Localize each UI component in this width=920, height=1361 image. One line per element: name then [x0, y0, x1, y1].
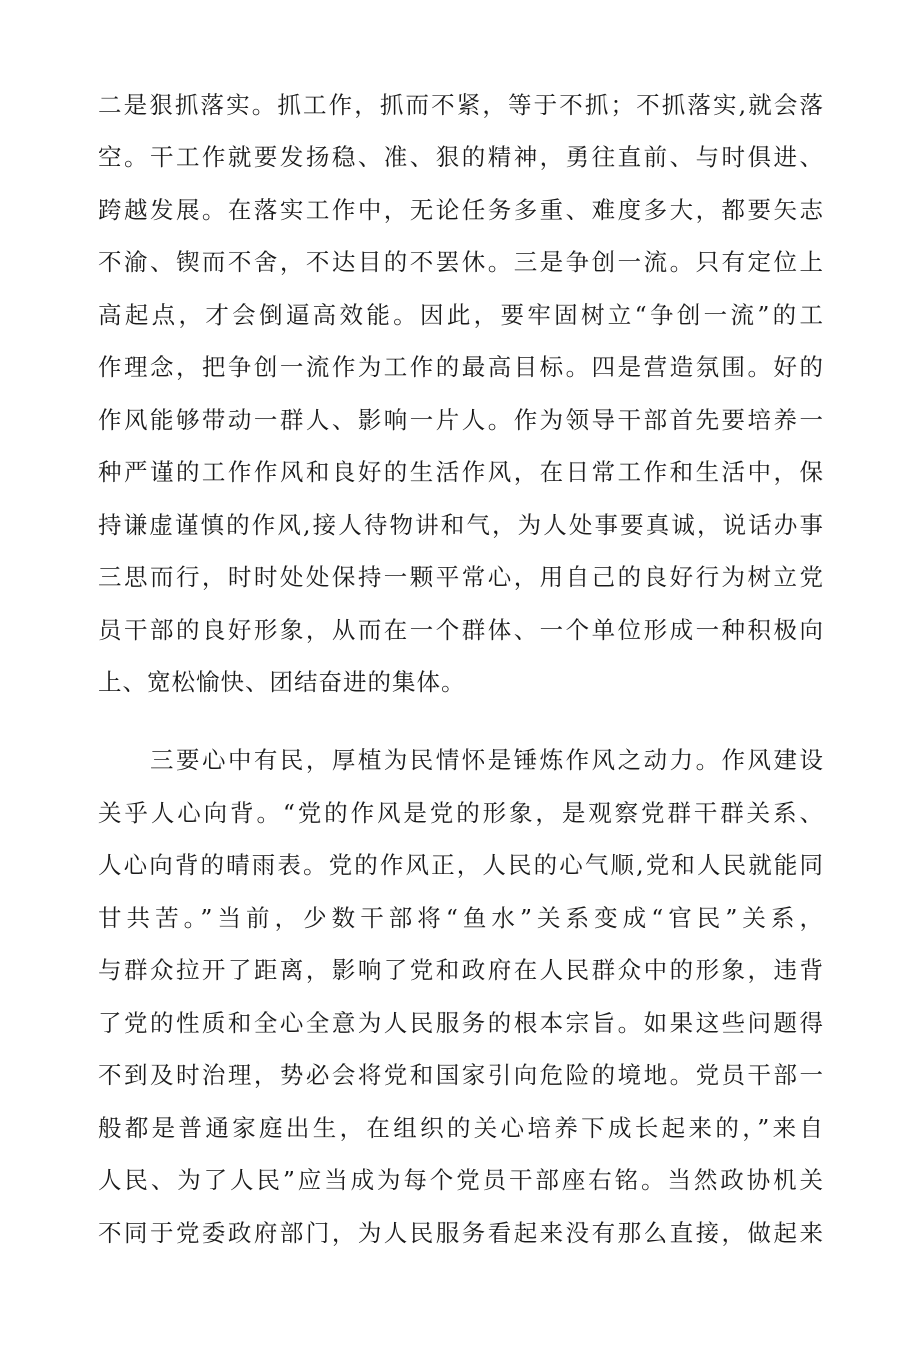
- text-line: 高起点，才会倒逼高效能。因此，要牢固树立“争创一流”的工: [98, 301, 824, 329]
- text-line: 员干部的良好形象，从而在一个群体、一个单位形成一种积极向: [98, 616, 824, 644]
- text-line: 了党的性质和全心全意为人民服务的根本宗旨。如果这些问题得: [98, 1009, 824, 1037]
- text-line: 人民、为了人民”应当成为每个党员干部座右铭。当然政协机关: [98, 1166, 824, 1194]
- text-line: 人心向背的晴雨表。党的作风正，人民的心气顺,党和人民就能同: [98, 851, 824, 879]
- text-line: 甘共苦。”当前，少数干部将“鱼水”关系变成“官民”关系，: [98, 904, 824, 932]
- text-line: 般都是普通家庭出生，在组织的关心培养下成长起来的，”来自: [98, 1114, 824, 1142]
- text-line: 二是狠抓落实。抓工作，抓而不紧，等于不抓；不抓落实,就会落: [98, 91, 824, 119]
- text-line: 不同于党委政府部门，为人民服务看起来没有那么直接，做起来: [98, 1219, 824, 1247]
- text-line: 上、宽松愉快、团结奋进的集体。: [98, 668, 466, 696]
- text-line: 三思而行，时时处处保持一颗平常心，用自己的良好行为树立党: [98, 563, 824, 591]
- text-line: 不渝、锲而不舍，不达目的不罢休。三是争创一流。只有定位上: [98, 248, 824, 276]
- text-line: 跨越发展。在落实工作中，无论任务多重、难度多大，都要矢志: [98, 196, 824, 224]
- text-line: 作风能够带动一群人、影响一片人。作为领导干部首先要培养一: [98, 406, 824, 434]
- text-line: 种严谨的工作作风和良好的生活作风，在日常工作和生活中，保: [98, 458, 824, 486]
- text-line: 不到及时治理，势必会将党和国家引向危险的境地。党员干部一: [98, 1061, 824, 1089]
- text-line: 空。干工作就要发扬稳、准、狠的精神，勇往直前、与时俱进、: [98, 143, 824, 171]
- text-line: 作理念，把争创一流作为工作的最高目标。四是营造氛围。好的: [98, 353, 824, 381]
- text-line: 持谦虚谨慎的作风,接人待物讲和气，为人处事要真诚，说话办事: [98, 511, 824, 539]
- text-line: 关乎人心向背。“党的作风是党的形象，是观察党群干群关系、: [98, 799, 824, 827]
- text-line: 与群众拉开了距离，影响了党和政府在人民群众中的形象，违背: [98, 956, 824, 984]
- text-line: 三要心中有民，厚植为民情怀是锤炼作风之动力。作风建设: [150, 746, 824, 774]
